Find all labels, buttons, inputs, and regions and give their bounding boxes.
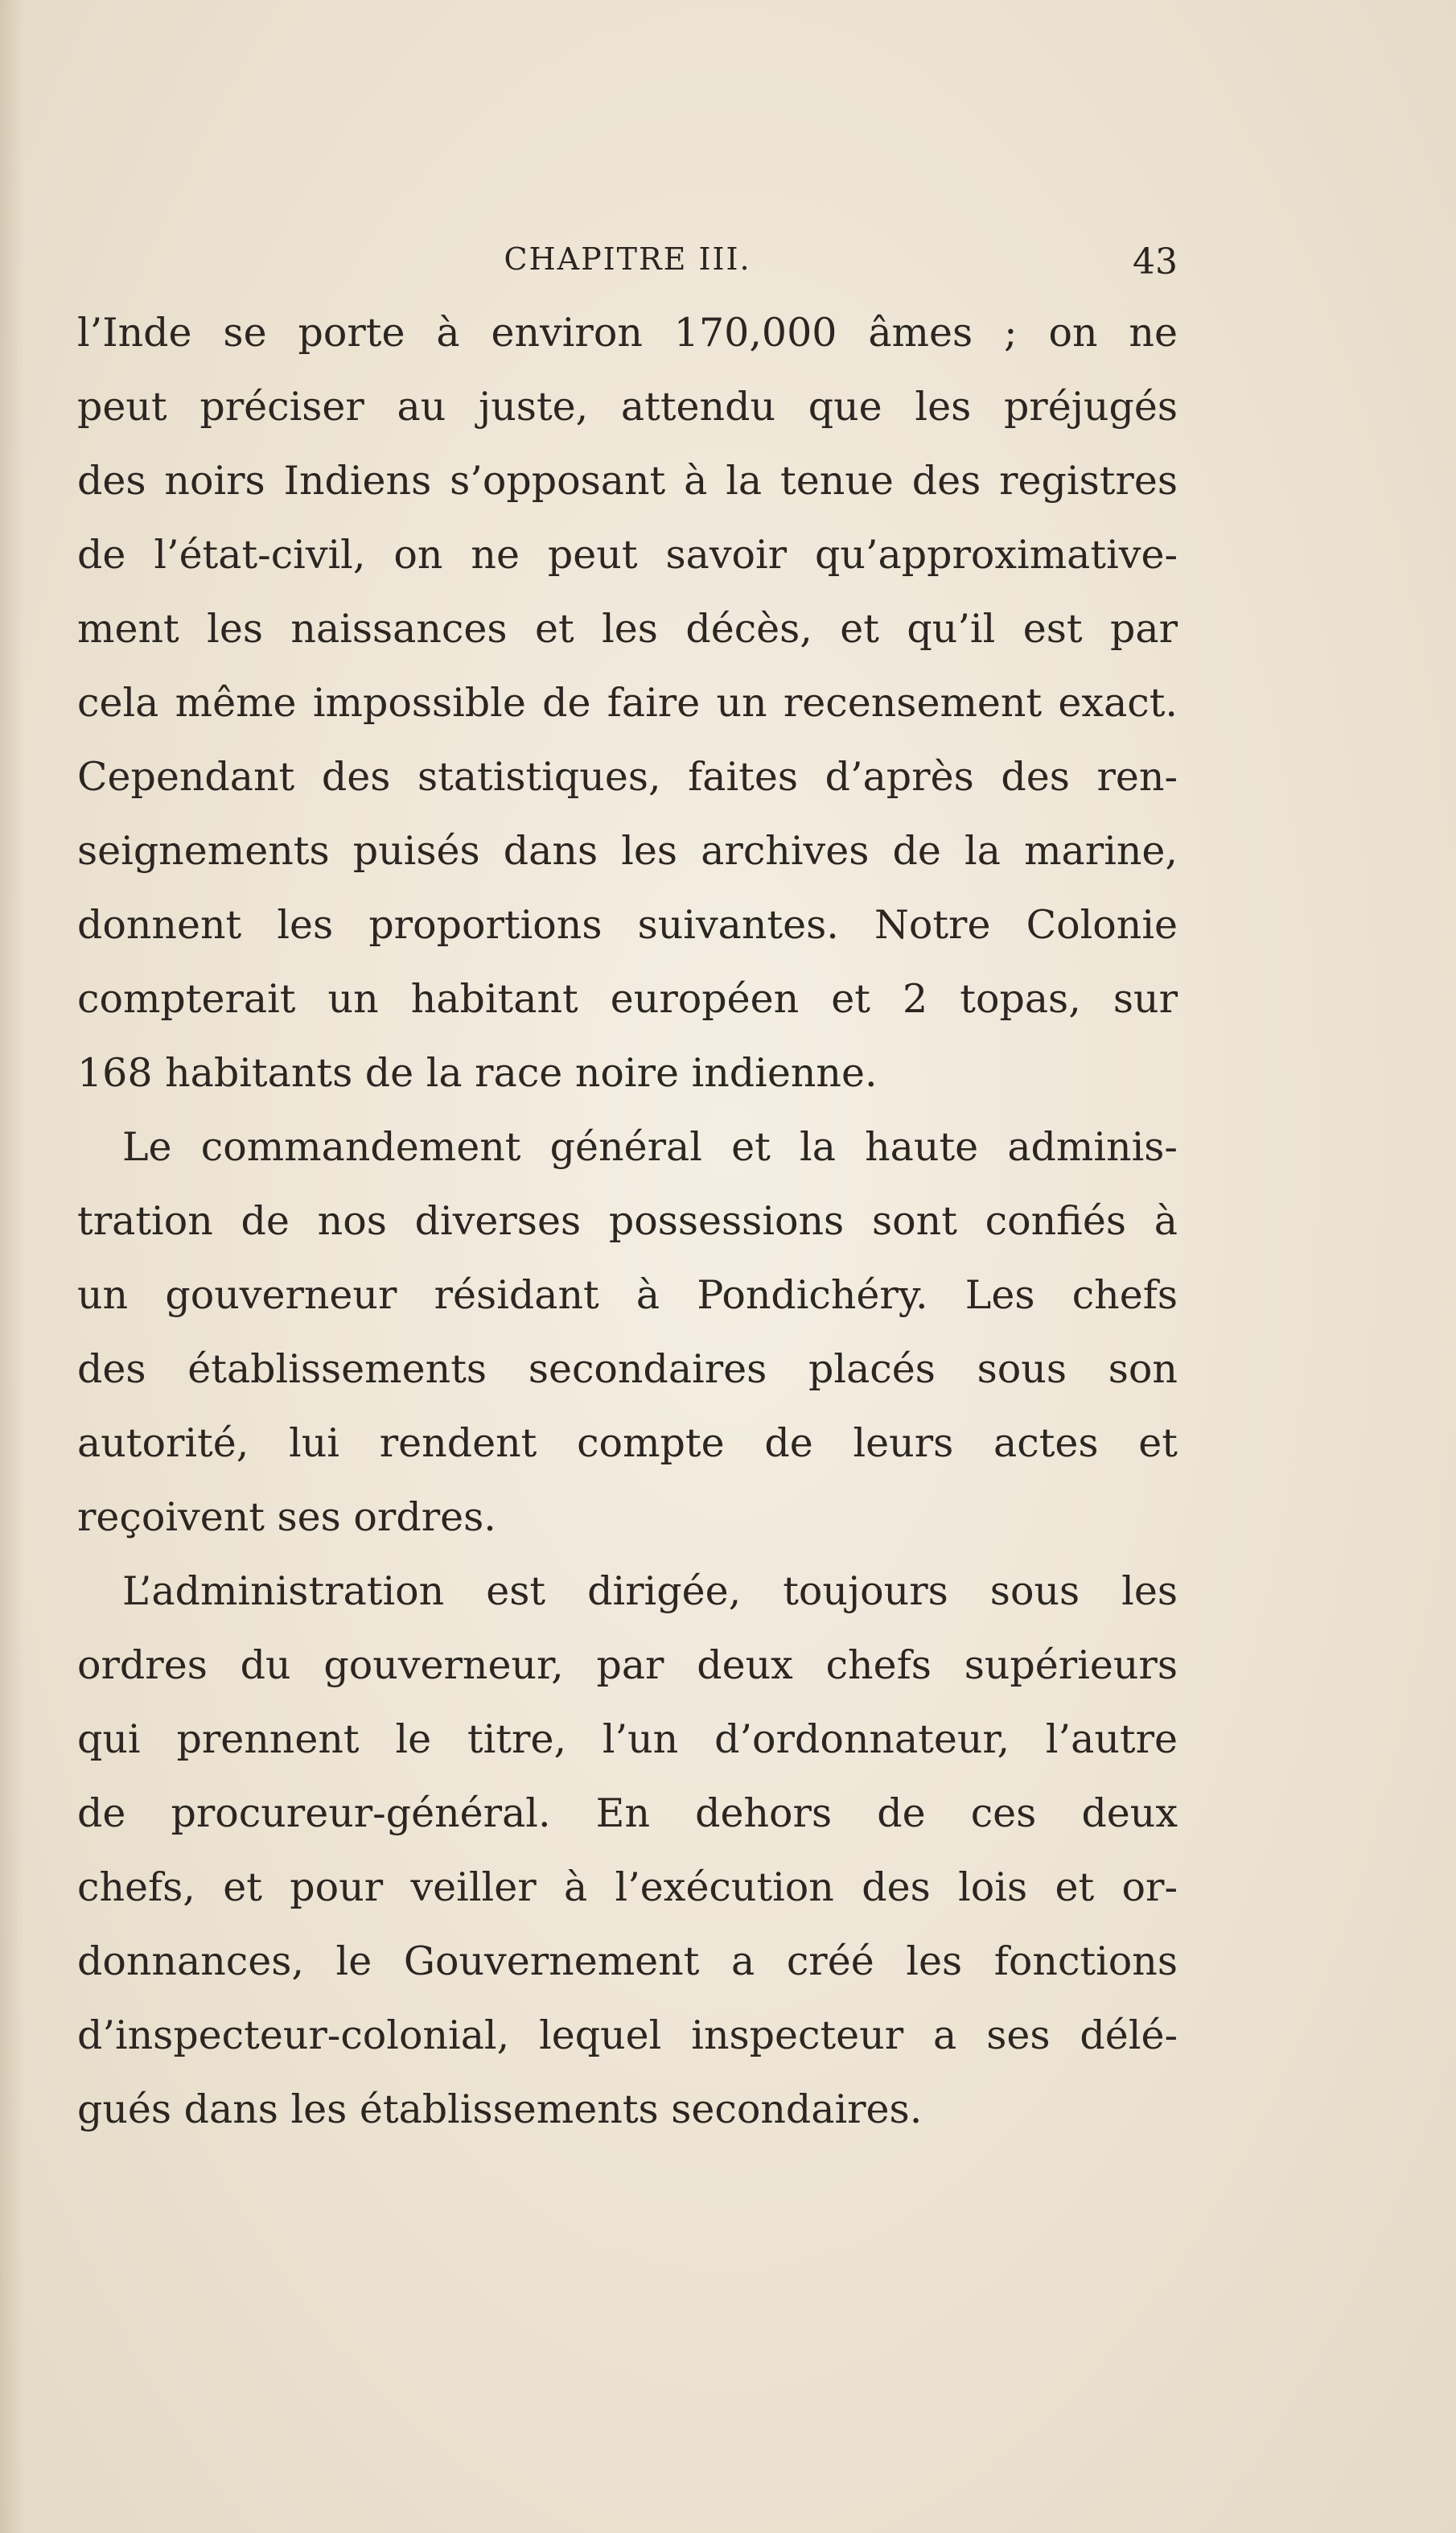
text-line: un gouverneur résidant à Pondichéry. Les chefs <box>77 1272 1178 1318</box>
paragraph <box>77 1555 1178 2147</box>
text-line: L’administration est dirigée, toujours sous les <box>122 1568 1178 1614</box>
body-text <box>77 296 1178 2147</box>
running-title: CHAPITRE III. <box>504 241 751 277</box>
text-line: compterait un habitant européen et 2 topas, sur <box>77 976 1178 1022</box>
text-line: tration de nos diverses possessions sont confiés à <box>77 1198 1178 1244</box>
text-line: d’inspecteur-colonial, lequel inspecteur a ses délé- <box>77 2012 1178 2058</box>
text-line: 168 habitants de la race noire indienne. <box>77 1050 878 1096</box>
paragraph <box>77 296 1178 1110</box>
text-line: seignements puisés dans les archives de la marine, <box>77 828 1178 874</box>
text-line: des noirs Indiens s’opposant à la tenue des registres <box>77 458 1178 504</box>
text-line: donnances, le Gouvernement a créé les fonctions <box>77 1938 1178 1984</box>
text-line: cela même impossible de faire un recensement exact. <box>77 680 1178 726</box>
paragraph <box>77 1110 1178 1555</box>
text-line: de procureur-général. En dehors de ces deux <box>77 1790 1178 1836</box>
page-number: 43 <box>1133 241 1178 282</box>
text-line: de l’état-civil, on ne peut savoir qu’approximative- <box>77 532 1178 578</box>
text-line: Cependant des statistiques, faites d’après des ren- <box>77 754 1178 800</box>
text-line: des établissements secondaires placés sous son <box>77 1346 1178 1392</box>
text-line: autorité, lui rendent compte de leurs actes et <box>77 1420 1178 1466</box>
text-line: Le commandement général et la haute adminis- <box>122 1124 1178 1170</box>
text-line: l’Inde se porte à environ 170,000 âmes ; on ne <box>77 310 1178 356</box>
text-line: peut préciser au juste, attendu que les préjugés <box>77 384 1178 430</box>
text-line: donnent les proportions suivantes. Notre Colonie <box>77 902 1178 948</box>
text-line: ordres du gouverneur, par deux chefs supérieurs <box>77 1642 1178 1688</box>
text-line: gués dans les établissements secondaires. <box>77 2086 923 2132</box>
text-line: reçoivent ses ordres. <box>77 1494 496 1540</box>
page-header <box>77 241 1178 290</box>
text-line: ment les naissances et les décès, et qu’il est par <box>77 606 1178 652</box>
text-line: qui prennent le titre, l’un d’ordonnateur, l’autre <box>77 1716 1178 1762</box>
page-gutter-shadow <box>0 0 24 2533</box>
text-line: chefs, et pour veiller à l’exécution des lois et or- <box>77 1864 1178 1910</box>
